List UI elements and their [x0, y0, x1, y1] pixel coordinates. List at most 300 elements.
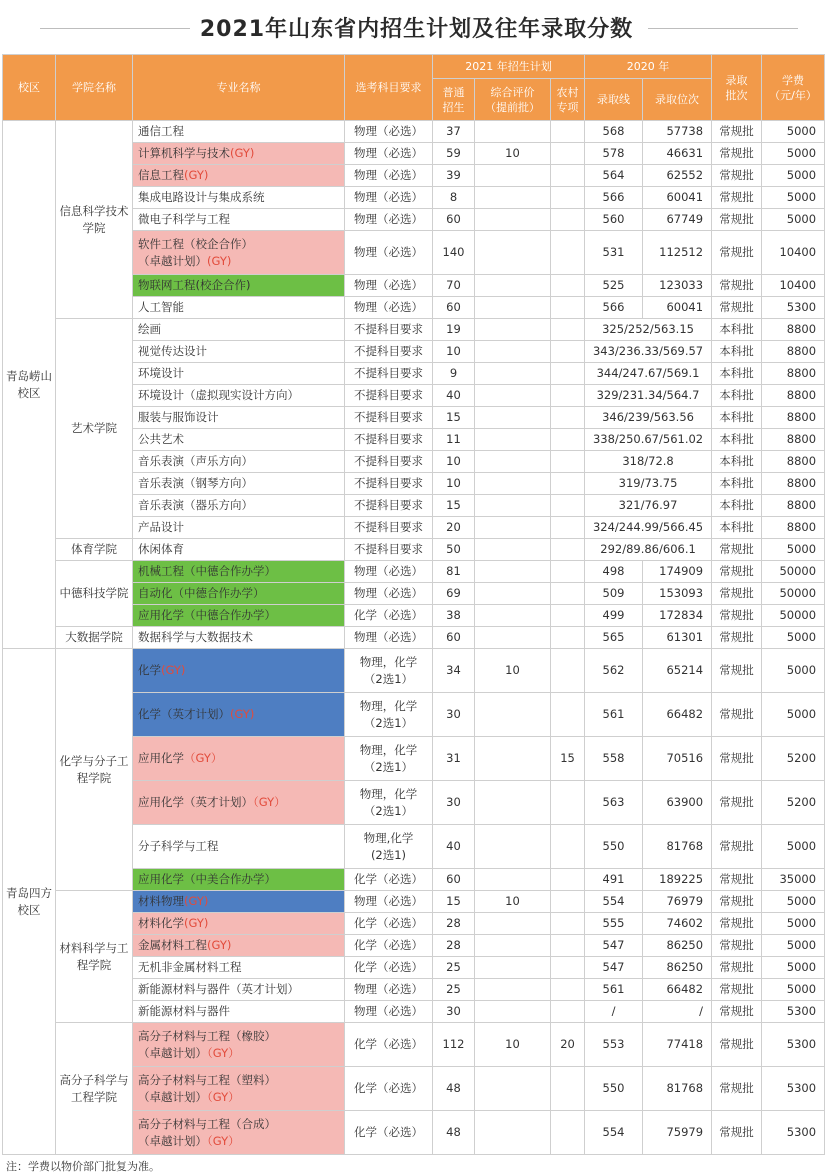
title-area: [0, 0, 833, 54]
text: 无机非金属材料工程: [138, 960, 242, 974]
line-cell: 561: [585, 693, 643, 737]
text: 物理（必选）: [354, 630, 423, 644]
fee-cell: 5000: [762, 209, 825, 231]
subject-cell: [345, 693, 433, 737]
table-row: [3, 539, 825, 561]
comprehensive-count-cell: [475, 451, 551, 473]
line-cell: 547: [585, 957, 643, 979]
line-cell: 564: [585, 165, 643, 187]
major-cell: [133, 363, 345, 385]
rural-count-cell: [551, 297, 585, 319]
text: 计算机科学与技术: [138, 146, 230, 160]
text: 集成电路设计与集成系统: [138, 190, 265, 204]
comprehensive-count-cell: [475, 935, 551, 957]
text: 分子科学与工程: [138, 839, 219, 853]
footnote: 注：学费以物价部门批复为准。: [6, 1160, 160, 1173]
subject-cell: [345, 605, 433, 627]
gy-tag: （GY）: [207, 1089, 240, 1104]
comprehensive-count-cell: [475, 583, 551, 605]
rural-count-cell: [551, 187, 585, 209]
text: 数据科学与大数据技术: [138, 630, 253, 644]
batch-cell: 常规批: [712, 649, 762, 693]
major-cell: [133, 825, 345, 869]
subject-cell: [345, 319, 433, 341]
text: （2选1）: [363, 671, 414, 686]
batch-cell: 常规批: [712, 957, 762, 979]
table-row: [3, 1023, 825, 1067]
text: 物理（必选）: [354, 168, 423, 182]
regular-count-cell: 10: [433, 473, 475, 495]
text: 不提科目要求: [354, 542, 423, 556]
fee-cell: 5300: [762, 297, 825, 319]
rural-count-cell: [551, 121, 585, 143]
rural-count-cell: 20: [551, 1023, 585, 1067]
batch-cell: 本科批: [712, 517, 762, 539]
fee-cell: 8800: [762, 429, 825, 451]
gy-tag: (GY): [207, 253, 232, 268]
batch-cell: 常规批: [712, 539, 762, 561]
comprehensive-count-cell: [475, 275, 551, 297]
score-cell: 318/72.8: [585, 451, 712, 473]
text: 物理（必选）: [354, 190, 423, 204]
batch-cell: 常规批: [712, 187, 762, 209]
line-cell: 565: [585, 627, 643, 649]
comprehensive-count-cell: [475, 407, 551, 429]
text: 物理（必选）: [354, 564, 423, 578]
rural-count-cell: [551, 143, 585, 165]
header-fee: 学费 （元/年）: [762, 55, 825, 121]
major-cell: [133, 297, 345, 319]
text: 化学（必选）: [354, 1037, 423, 1051]
subject-cell: [345, 979, 433, 1001]
fee-cell: 8800: [762, 407, 825, 429]
regular-count-cell: 60: [433, 209, 475, 231]
subject-cell: [345, 869, 433, 891]
line-cell: 563: [585, 781, 643, 825]
text: （2选1）: [363, 803, 414, 818]
rank-cell: 86250: [643, 935, 712, 957]
comprehensive-count-cell: 10: [475, 649, 551, 693]
line-cell: 561: [585, 979, 643, 1001]
rank-cell: 65214: [643, 649, 712, 693]
rank-cell: 76979: [643, 891, 712, 913]
fee-cell: 5000: [762, 539, 825, 561]
regular-count-cell: 81: [433, 561, 475, 583]
text: 环境设计（虚拟现实设计方向）: [138, 388, 299, 402]
table-row: [3, 319, 825, 341]
rank-cell: 81768: [643, 1067, 712, 1111]
major-cell: [133, 781, 345, 825]
rural-count-cell: 15: [551, 737, 585, 781]
text: 不提科目要求: [354, 366, 423, 380]
batch-cell: 常规批: [712, 825, 762, 869]
fee-cell: 8800: [762, 319, 825, 341]
rank-cell: 46631: [643, 143, 712, 165]
rural-count-cell: [551, 693, 585, 737]
comprehensive-count-cell: [475, 1111, 551, 1155]
rural-count-cell: [551, 319, 585, 341]
subject-cell: [345, 451, 433, 473]
regular-count-cell: 40: [433, 385, 475, 407]
subject-cell: [345, 1023, 433, 1067]
page-title: 2021年山东省内招生计划及往年录取分数: [199, 17, 634, 42]
rank-cell: 62552: [643, 165, 712, 187]
fee-cell: 5300: [762, 1023, 825, 1067]
gy-tag: (GY): [184, 168, 209, 182]
fee-cell: 5000: [762, 913, 825, 935]
batch-cell: 常规批: [712, 737, 762, 781]
rank-cell: 112512: [643, 231, 712, 275]
header-comprehensive: 综合评价 （提前批）: [475, 79, 551, 121]
text: 视觉传达设计: [138, 344, 207, 358]
text: 不提科目要求: [354, 388, 423, 402]
regular-count-cell: 48: [433, 1067, 475, 1111]
text: 化学（英才计划）: [138, 707, 230, 721]
batch-cell: 常规批: [712, 605, 762, 627]
rural-count-cell: [551, 781, 585, 825]
table-row: [3, 121, 825, 143]
score-cell: 321/76.97: [585, 495, 712, 517]
regular-count-cell: 60: [433, 297, 475, 319]
regular-count-cell: 15: [433, 495, 475, 517]
text: 物理，化学: [359, 698, 418, 713]
batch-cell: 常规批: [712, 121, 762, 143]
score-cell: 329/231.34/564.7: [585, 385, 712, 407]
batch-cell: 常规批: [712, 913, 762, 935]
line-cell: 547: [585, 935, 643, 957]
major-cell: [133, 231, 345, 275]
fee-cell: 35000: [762, 869, 825, 891]
line-cell: 553: [585, 1023, 643, 1067]
fee-cell: 50000: [762, 605, 825, 627]
fee-cell: 5300: [762, 1111, 825, 1155]
text: 物理（必选）: [354, 278, 423, 292]
major-cell: [133, 539, 345, 561]
regular-count-cell: 25: [433, 957, 475, 979]
text: 音乐表演（声乐方向）: [138, 454, 253, 468]
rural-count-cell: [551, 649, 585, 693]
fee-cell: 5000: [762, 825, 825, 869]
regular-count-cell: 50: [433, 539, 475, 561]
regular-count-cell: 28: [433, 913, 475, 935]
batch-cell: 本科批: [712, 451, 762, 473]
rural-count-cell: [551, 429, 585, 451]
regular-count-cell: 30: [433, 781, 475, 825]
major-cell: [133, 407, 345, 429]
text: 音乐表演（钢琴方向）: [138, 476, 253, 490]
text: 化学（必选）: [354, 1125, 423, 1139]
regular-count-cell: 31: [433, 737, 475, 781]
batch-cell: 常规批: [712, 627, 762, 649]
text: 不提科目要求: [354, 344, 423, 358]
comprehensive-count-cell: [475, 319, 551, 341]
text: 微电子科学与工程: [138, 212, 230, 226]
header-batch: 录取 批次: [712, 55, 762, 121]
rank-cell: 153093: [643, 583, 712, 605]
comprehensive-count-cell: [475, 825, 551, 869]
rank-cell: /: [643, 1001, 712, 1023]
batch-cell: 常规批: [712, 143, 762, 165]
text: 不提科目要求: [354, 454, 423, 468]
major-cell: [133, 429, 345, 451]
batch-cell: 本科批: [712, 473, 762, 495]
rural-count-cell: [551, 451, 585, 473]
major-cell: [133, 869, 345, 891]
college-cell: 体育学院: [56, 539, 133, 561]
gy-tag: （GY）: [207, 1133, 240, 1148]
comprehensive-count-cell: 10: [475, 891, 551, 913]
batch-cell: 常规批: [712, 165, 762, 187]
major-cell: [133, 561, 345, 583]
rural-count-cell: [551, 1111, 585, 1155]
rural-count-cell: [551, 385, 585, 407]
subject-cell: [345, 627, 433, 649]
regular-count-cell: 34: [433, 649, 475, 693]
score-cell: 325/252/563.15: [585, 319, 712, 341]
table-row: [3, 891, 825, 913]
header-campus: 校区: [3, 55, 56, 121]
regular-count-cell: 70: [433, 275, 475, 297]
line-cell: 554: [585, 1111, 643, 1155]
regular-count-cell: 112: [433, 1023, 475, 1067]
batch-cell: 常规批: [712, 1023, 762, 1067]
header-regular: 普通 招生: [433, 79, 475, 121]
text: 物理（必选）: [354, 894, 423, 908]
score-cell: 324/244.99/566.45: [585, 517, 712, 539]
text: 高分子材料与工程（塑料）: [138, 1072, 276, 1087]
comprehensive-count-cell: [475, 341, 551, 363]
rural-count-cell: [551, 209, 585, 231]
rural-count-cell: [551, 935, 585, 957]
rank-cell: 57738: [643, 121, 712, 143]
text: 物联网工程(校企合作): [138, 278, 251, 292]
subject-cell: [345, 891, 433, 913]
text: （2选1）: [363, 715, 414, 730]
fee-cell: 8800: [762, 363, 825, 385]
regular-count-cell: 48: [433, 1111, 475, 1155]
comprehensive-count-cell: 10: [475, 1023, 551, 1067]
comprehensive-count-cell: [475, 737, 551, 781]
text: 应用化学: [138, 751, 184, 765]
text: 不提科目要求: [354, 520, 423, 534]
rank-cell: 66482: [643, 693, 712, 737]
line-cell: 491: [585, 869, 643, 891]
regular-count-cell: 38: [433, 605, 475, 627]
table-row: [3, 649, 825, 693]
text: （2选1）: [363, 759, 414, 774]
rural-count-cell: [551, 1001, 585, 1023]
rank-cell: 81768: [643, 825, 712, 869]
regular-count-cell: 40: [433, 825, 475, 869]
text: 化学（必选）: [354, 916, 423, 930]
regular-count-cell: 25: [433, 979, 475, 1001]
rank-cell: 75979: [643, 1111, 712, 1155]
text: 新能源材料与器件（英才计划）: [138, 982, 299, 996]
text: 物理（必选）: [354, 212, 423, 226]
fee-cell: 5000: [762, 649, 825, 693]
table-row: [3, 627, 825, 649]
comprehensive-count-cell: [475, 165, 551, 187]
score-cell: 319/73.75: [585, 473, 712, 495]
batch-cell: 常规批: [712, 781, 762, 825]
text: 物理（必选）: [354, 124, 423, 138]
text: 化学（必选）: [354, 938, 423, 952]
campus-cell: 青岛四方校区: [3, 649, 56, 1155]
text: 服装与服饰设计: [138, 410, 219, 424]
admission-table: [2, 54, 825, 1155]
subject-cell: [345, 121, 433, 143]
major-cell: [133, 1111, 345, 1155]
subject-cell: [345, 913, 433, 935]
gy-tag: （GY）: [207, 1045, 240, 1060]
regular-count-cell: 30: [433, 693, 475, 737]
rank-cell: 60041: [643, 297, 712, 319]
batch-cell: 常规批: [712, 891, 762, 913]
fee-cell: 5200: [762, 737, 825, 781]
text: 绘画: [138, 322, 161, 336]
header-rank: 录取位次: [643, 79, 712, 121]
rank-cell: 67749: [643, 209, 712, 231]
regular-count-cell: 30: [433, 1001, 475, 1023]
batch-cell: 常规批: [712, 1111, 762, 1155]
subject-cell: [345, 495, 433, 517]
score-cell: 292/89.86/606.1: [585, 539, 712, 561]
rank-cell: 61301: [643, 627, 712, 649]
text: 化学（必选）: [354, 608, 423, 622]
major-cell: [133, 319, 345, 341]
gy-tag: (GY): [230, 707, 255, 721]
score-cell: 344/247.67/569.1: [585, 363, 712, 385]
text: 物理，化学: [359, 654, 418, 669]
text: （卓越计划）: [138, 1089, 207, 1104]
comprehensive-count-cell: [475, 869, 551, 891]
rank-cell: 189225: [643, 869, 712, 891]
text: 物理，化学: [359, 786, 418, 801]
subject-cell: [345, 165, 433, 187]
batch-cell: 常规批: [712, 231, 762, 275]
fee-cell: 50000: [762, 561, 825, 583]
text: 物理（必选）: [354, 245, 423, 259]
regular-count-cell: 60: [433, 869, 475, 891]
major-cell: [133, 979, 345, 1001]
subject-cell: [345, 363, 433, 385]
header-college: 学院名称: [56, 55, 133, 121]
fee-cell: 8800: [762, 495, 825, 517]
comprehensive-count-cell: [475, 187, 551, 209]
subject-cell: [345, 539, 433, 561]
line-cell: 566: [585, 297, 643, 319]
comprehensive-count-cell: [475, 495, 551, 517]
gy-tag: （GY）: [253, 795, 286, 809]
fee-cell: 50000: [762, 583, 825, 605]
gy-tag: (GY): [184, 916, 209, 930]
fee-cell: 5300: [762, 1001, 825, 1023]
batch-cell: 常规批: [712, 561, 762, 583]
fee-cell: 8800: [762, 473, 825, 495]
rural-count-cell: [551, 979, 585, 1001]
text: 物理（必选）: [354, 586, 423, 600]
major-cell: [133, 583, 345, 605]
text: (2选1): [370, 847, 407, 862]
regular-count-cell: 10: [433, 341, 475, 363]
text: 自动化（中德合作办学）: [138, 586, 265, 600]
major-cell: [133, 385, 345, 407]
text: 音乐表演（器乐方向）: [138, 498, 253, 512]
text: 化学（必选）: [354, 1081, 423, 1095]
text: 应用化学（中德合作办学）: [138, 608, 276, 622]
batch-cell: 常规批: [712, 583, 762, 605]
comprehensive-count-cell: [475, 693, 551, 737]
text: 物理（必选）: [354, 1004, 423, 1018]
comprehensive-count-cell: [475, 781, 551, 825]
rank-cell: 74602: [643, 913, 712, 935]
major-cell: [133, 187, 345, 209]
text: 高分子材料与工程（合成）: [138, 1116, 276, 1131]
text: 人工智能: [138, 300, 184, 314]
text: 通信工程: [138, 124, 184, 138]
regular-count-cell: 10: [433, 451, 475, 473]
college-cell: 中德科技学院: [56, 561, 133, 627]
major-cell: [133, 957, 345, 979]
subject-cell: [345, 187, 433, 209]
batch-cell: 本科批: [712, 341, 762, 363]
line-cell: 531: [585, 231, 643, 275]
subject-cell: [345, 517, 433, 539]
text: 新能源材料与器件: [138, 1004, 230, 1018]
major-cell: [133, 517, 345, 539]
batch-cell: 常规批: [712, 297, 762, 319]
major-cell: [133, 275, 345, 297]
rural-count-cell: [551, 1067, 585, 1111]
batch-cell: 常规批: [712, 1001, 762, 1023]
batch-cell: 本科批: [712, 429, 762, 451]
text: 高分子材料与工程（橡胶）: [138, 1028, 276, 1043]
rural-count-cell: [551, 869, 585, 891]
text: 化学: [138, 663, 161, 677]
major-cell: [133, 495, 345, 517]
batch-cell: 常规批: [712, 935, 762, 957]
regular-count-cell: 60: [433, 627, 475, 649]
rank-cell: 70516: [643, 737, 712, 781]
text: 应用化学（中美合作办学）: [138, 872, 276, 886]
comprehensive-count-cell: [475, 913, 551, 935]
subject-cell: [345, 583, 433, 605]
line-cell: 562: [585, 649, 643, 693]
line-cell: 498: [585, 561, 643, 583]
subject-cell: [345, 209, 433, 231]
subject-cell: [345, 649, 433, 693]
title-rule-right: [648, 28, 798, 29]
regular-count-cell: 140: [433, 231, 475, 275]
college-cell: 大数据学院: [56, 627, 133, 649]
subject-cell: [345, 737, 433, 781]
regular-count-cell: 59: [433, 143, 475, 165]
gy-tag: (GY): [207, 938, 232, 952]
text: （卓越计划）: [138, 253, 207, 268]
text: 化学（必选）: [354, 960, 423, 974]
major-cell: [133, 451, 345, 473]
regular-count-cell: 8: [433, 187, 475, 209]
comprehensive-count-cell: [475, 605, 551, 627]
rural-count-cell: [551, 341, 585, 363]
text: 产品设计: [138, 520, 184, 534]
rural-count-cell: [551, 517, 585, 539]
college-cell: 高分子科学与工程学院: [56, 1023, 133, 1155]
fee-cell: 5000: [762, 693, 825, 737]
line-cell: 560: [585, 209, 643, 231]
major-cell: [133, 1001, 345, 1023]
text: 物理（必选）: [354, 300, 423, 314]
